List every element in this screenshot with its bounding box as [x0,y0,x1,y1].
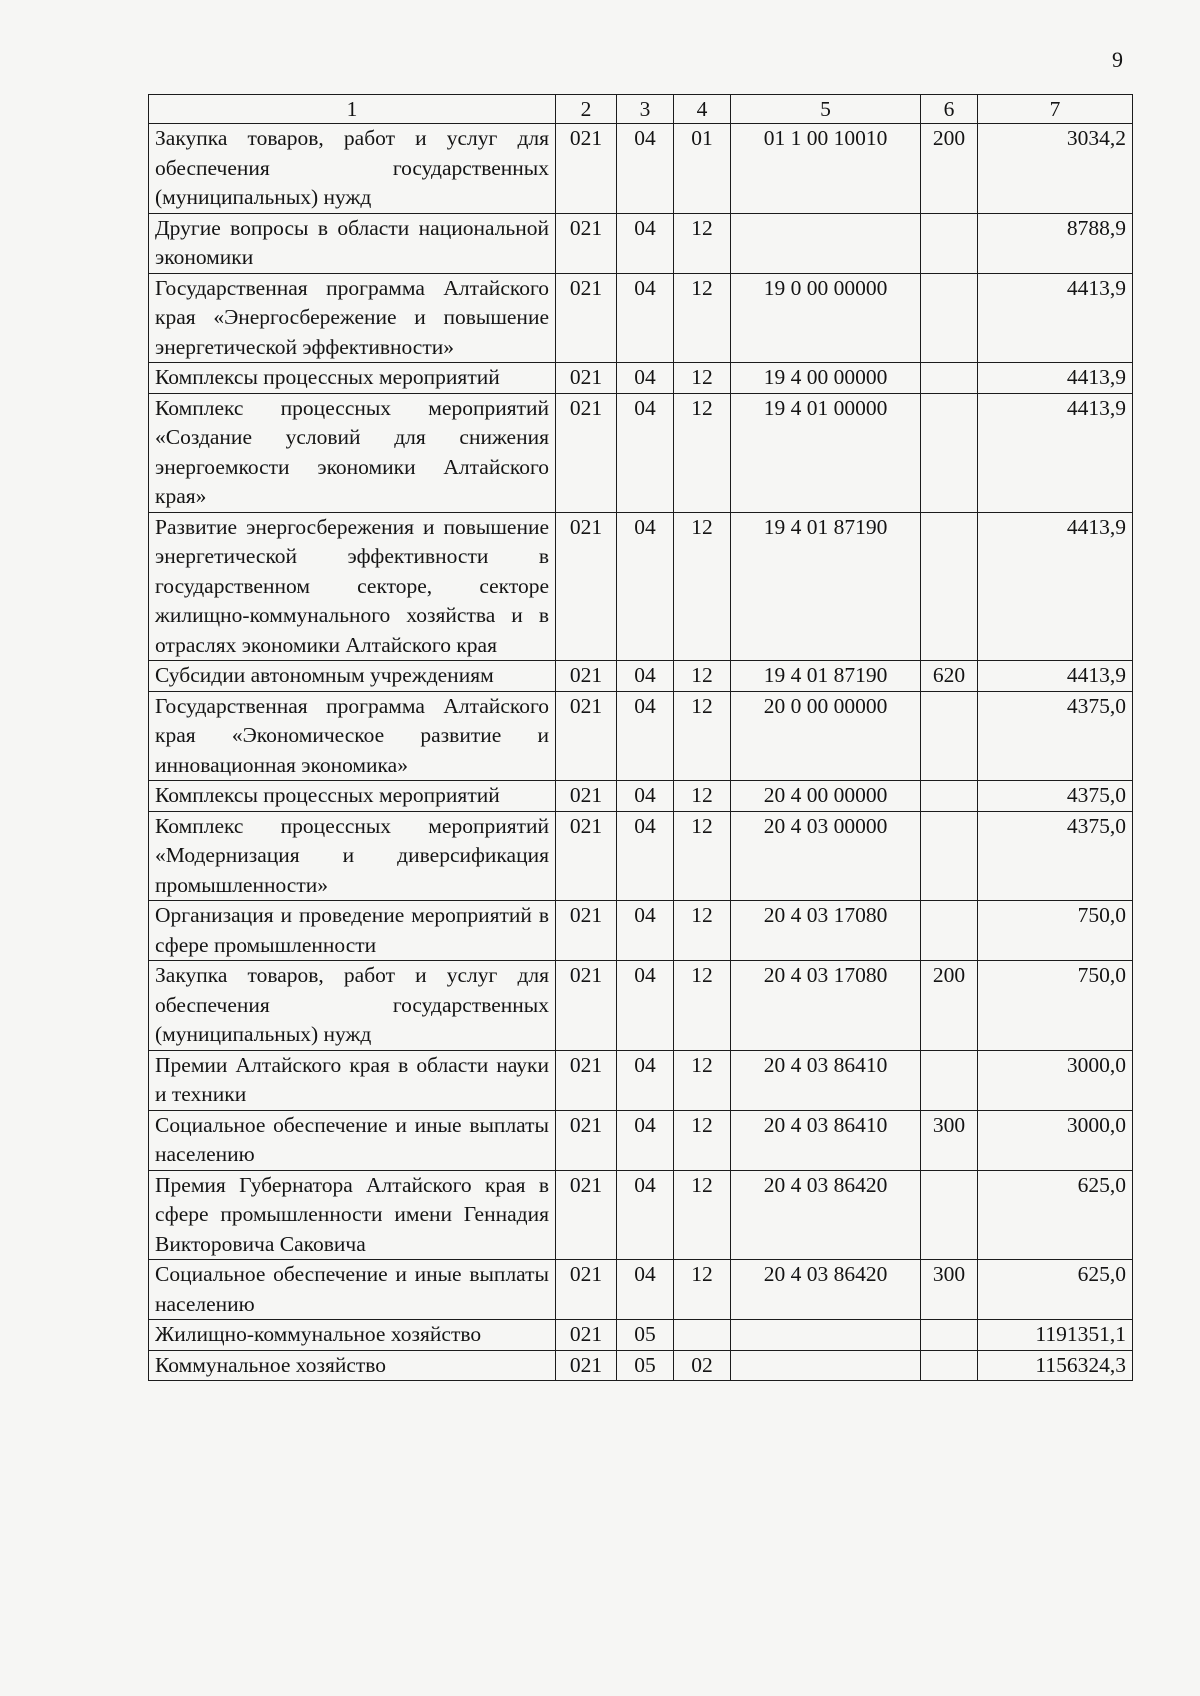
ministry-code-cell: 021 [556,1260,617,1320]
expense-name-cell: Комплексы процессных мероприятий [149,781,556,812]
amount-cell: 4375,0 [978,781,1133,812]
expense-type-cell [921,781,978,812]
header-row [149,95,1133,124]
expense-type-cell [921,901,978,961]
section-code-cell: 04 [617,1260,674,1320]
ministry-code-cell: 021 [556,661,617,692]
table-row [149,213,1133,273]
table-row [149,901,1133,961]
amount-cell: 750,0 [978,901,1133,961]
expense-name-cell: Социальное обеспечение и иные выплаты населению [149,1110,556,1170]
amount-cell: 3000,0 [978,1050,1133,1110]
expense-type-cell [921,1050,978,1110]
expense-type-cell [921,512,978,661]
amount-cell: 4413,9 [978,273,1133,363]
subsection-code-cell: 01 [674,124,731,214]
target-article-cell: 19 4 01 87190 [731,512,921,661]
table-row [149,1320,1133,1351]
table-row [149,961,1133,1051]
subsection-code-cell: 12 [674,273,731,363]
amount-cell: 625,0 [978,1260,1133,1320]
target-article-cell: 19 4 01 87190 [731,661,921,692]
section-code-cell: 04 [617,512,674,661]
target-article-cell: 20 4 03 86410 [731,1110,921,1170]
table-row [149,124,1133,214]
subsection-code-cell: 12 [674,691,731,781]
expense-name-cell: Закупка товаров, работ и услуг для обеспечения государственных (муниципальных) нужд [149,124,556,214]
amount-cell: 3034,2 [978,124,1133,214]
section-code-cell: 04 [617,961,674,1051]
table-row [149,691,1133,781]
section-code-cell: 05 [617,1320,674,1351]
expense-type-cell: 300 [921,1110,978,1170]
expense-name-cell: Другие вопросы в области национальной экономики [149,213,556,273]
expense-type-cell [921,691,978,781]
ministry-code-cell: 021 [556,273,617,363]
ministry-code-cell: 021 [556,393,617,512]
subsection-code-cell: 02 [674,1350,731,1381]
expense-name-cell: Государственная программа Алтайского края «Энергосбережение и повышение энергетической эффективности» [149,273,556,363]
ministry-code-cell: 021 [556,901,617,961]
expense-type-cell: 620 [921,661,978,692]
header-cell: 3 [617,95,674,124]
ministry-code-cell: 021 [556,512,617,661]
expense-name-cell: Социальное обеспечение и иные выплаты населению [149,1260,556,1320]
amount-cell: 8788,9 [978,213,1133,273]
header-cell: 5 [731,95,921,124]
expense-name-cell: Премия Губернатора Алтайского края в сфере промышленности имени Геннадия Викторовича Саковича [149,1170,556,1260]
expense-type-cell [921,363,978,394]
target-article-cell [731,213,921,273]
expense-type-cell [921,273,978,363]
section-code-cell: 04 [617,691,674,781]
subsection-code-cell [674,1320,731,1351]
subsection-code-cell: 12 [674,661,731,692]
subsection-code-cell: 12 [674,781,731,812]
ministry-code-cell: 021 [556,961,617,1051]
expense-name-cell: Организация и проведение мероприятий в сфере промышленности [149,901,556,961]
amount-cell: 3000,0 [978,1110,1133,1170]
target-article-cell: 20 4 03 17080 [731,901,921,961]
expense-type-cell: 300 [921,1260,978,1320]
amount-cell: 4413,9 [978,363,1133,394]
subsection-code-cell: 12 [674,1110,731,1170]
section-code-cell: 04 [617,1050,674,1110]
table-row [149,273,1133,363]
page-number: 9 [1112,47,1123,72]
subsection-code-cell: 12 [674,213,731,273]
table-row [149,512,1133,661]
target-article-cell: 20 4 03 86420 [731,1170,921,1260]
section-code-cell: 04 [617,124,674,214]
table-row [149,1350,1133,1381]
section-code-cell: 04 [617,393,674,512]
header-cell: 1 [149,95,556,124]
target-article-cell: 19 4 01 00000 [731,393,921,512]
budget-table [148,94,1133,1381]
ministry-code-cell: 021 [556,1320,617,1351]
header-cell: 6 [921,95,978,124]
header-cell: 7 [978,95,1133,124]
table-row [149,363,1133,394]
expense-type-cell [921,1320,978,1351]
section-code-cell: 04 [617,273,674,363]
amount-cell: 4413,9 [978,393,1133,512]
expense-name-cell: Премии Алтайского края в области науки и техники [149,1050,556,1110]
ministry-code-cell: 021 [556,124,617,214]
table-row [149,1260,1133,1320]
amount-cell: 4375,0 [978,691,1133,781]
ministry-code-cell: 021 [556,213,617,273]
ministry-code-cell: 021 [556,1170,617,1260]
section-code-cell: 04 [617,781,674,812]
expense-name-cell: Коммунальное хозяйство [149,1350,556,1381]
expense-type-cell [921,1350,978,1381]
subsection-code-cell: 12 [674,1050,731,1110]
expense-name-cell: Жилищно-коммунальное хозяйство [149,1320,556,1351]
target-article-cell: 20 4 03 86420 [731,1260,921,1320]
expense-name-cell: Комплекс процессных мероприятий «Модернизация и диверсификация промышленности» [149,811,556,901]
table-body [149,124,1133,1381]
amount-cell: 4375,0 [978,811,1133,901]
subsection-code-cell: 12 [674,1170,731,1260]
section-code-cell: 04 [617,901,674,961]
table-row [149,1050,1133,1110]
expense-type-cell [921,1170,978,1260]
subsection-code-cell: 12 [674,961,731,1051]
target-article-cell: 20 4 03 86410 [731,1050,921,1110]
ministry-code-cell: 021 [556,1350,617,1381]
section-code-cell: 04 [617,363,674,394]
table-row [149,661,1133,692]
table-row [149,811,1133,901]
table-row [149,393,1133,512]
ministry-code-cell: 021 [556,811,617,901]
table-row [149,1110,1133,1170]
section-code-cell: 04 [617,661,674,692]
amount-cell: 625,0 [978,1170,1133,1260]
section-code-cell: 04 [617,213,674,273]
target-article-cell: 19 4 00 00000 [731,363,921,394]
expense-type-cell [921,811,978,901]
expense-name-cell: Развитие энергосбережения и повышение энергетической эффективности в государственном секторе, секторе жилищно-коммунального хозяйства и в отраслях экономики Алтайского края [149,512,556,661]
target-article-cell: 20 4 03 17080 [731,961,921,1051]
subsection-code-cell: 12 [674,393,731,512]
ministry-code-cell: 021 [556,1050,617,1110]
target-article-cell: 01 1 00 10010 [731,124,921,214]
section-code-cell: 04 [617,811,674,901]
subsection-code-cell: 12 [674,811,731,901]
subsection-code-cell: 12 [674,512,731,661]
target-article-cell: 20 0 00 00000 [731,691,921,781]
expense-name-cell: Закупка товаров, работ и услуг для обеспечения государственных (муниципальных) нужд [149,961,556,1051]
expense-type-cell [921,213,978,273]
ministry-code-cell: 021 [556,363,617,394]
target-article-cell: 20 4 00 00000 [731,781,921,812]
target-article-cell: 19 0 00 00000 [731,273,921,363]
amount-cell: 750,0 [978,961,1133,1051]
subsection-code-cell: 12 [674,901,731,961]
header-cell: 2 [556,95,617,124]
table-row [149,1170,1133,1260]
expense-type-cell: 200 [921,124,978,214]
ministry-code-cell: 021 [556,691,617,781]
ministry-code-cell: 021 [556,1110,617,1170]
expense-name-cell: Государственная программа Алтайского края «Экономическое развитие и инновационная экономика» [149,691,556,781]
expense-name-cell: Субсидии автономным учреждениям [149,661,556,692]
subsection-code-cell: 12 [674,363,731,394]
target-article-cell: 20 4 03 00000 [731,811,921,901]
amount-cell: 4413,9 [978,661,1133,692]
section-code-cell: 04 [617,1170,674,1260]
expense-type-cell: 200 [921,961,978,1051]
table-row [149,781,1133,812]
ministry-code-cell: 021 [556,781,617,812]
target-article-cell [731,1350,921,1381]
amount-cell: 1156324,3 [978,1350,1133,1381]
expense-name-cell: Комплексы процессных мероприятий [149,363,556,394]
target-article-cell [731,1320,921,1351]
amount-cell: 1191351,1 [978,1320,1133,1351]
expense-name-cell: Комплекс процессных мероприятий «Создание условий для снижения энергоемкости экономики Алтайского края» [149,393,556,512]
header-cell: 4 [674,95,731,124]
section-code-cell: 05 [617,1350,674,1381]
subsection-code-cell: 12 [674,1260,731,1320]
amount-cell: 4413,9 [978,512,1133,661]
section-code-cell: 04 [617,1110,674,1170]
expense-type-cell [921,393,978,512]
